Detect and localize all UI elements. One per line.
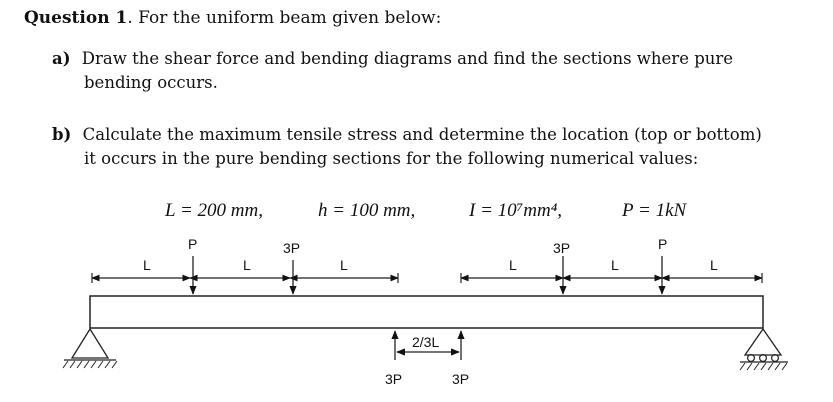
load-label-3p-left: 3P <box>283 240 301 256</box>
roller-support-icon <box>740 329 788 370</box>
beam-body <box>90 296 763 328</box>
load-label-3p-right: 3P <box>553 240 571 256</box>
point-loads-down <box>193 256 662 294</box>
span-label-4: L <box>509 257 517 273</box>
right-dimensions <box>461 273 762 283</box>
bottom-load-label-right: 3P <box>452 371 470 387</box>
load-label-p-left: P <box>188 236 198 252</box>
span-label-5: L <box>611 257 619 273</box>
part-a-line1: Draw the shear force and bending diagrams and find the sections where pure <box>81 49 734 68</box>
value-I: I = 10⁷mm⁴, <box>469 200 563 221</box>
value-h: h = 100 mm, <box>318 200 416 221</box>
span-label-1: L <box>143 257 151 273</box>
part-b-line2: it occurs in the pure bending sections for the following numerical values: <box>84 149 699 168</box>
part-a-tag: a) <box>52 49 71 68</box>
load-label-p-right: P <box>658 236 668 252</box>
part-b-line1: Calculate the maximum tensile stress and determine the location (top or bottom) <box>82 125 762 144</box>
span-label-6: L <box>710 257 718 273</box>
bottom-load-label-left: 3P <box>385 371 403 387</box>
question-text: . For the uniform beam given below: <box>127 8 442 28</box>
gap-label: 2/3L <box>412 334 440 350</box>
left-dimensions <box>92 273 398 283</box>
value-L: L = 200 mm, <box>165 200 263 221</box>
part-a-line2: bending occurs. <box>84 73 218 92</box>
question-label: Question 1 <box>24 8 128 28</box>
span-label-3: L <box>340 257 348 273</box>
part-b-tag: b) <box>52 125 72 144</box>
pin-support-icon <box>63 329 117 368</box>
value-P: P = 1kN <box>622 200 687 221</box>
span-label-2: L <box>243 257 251 273</box>
